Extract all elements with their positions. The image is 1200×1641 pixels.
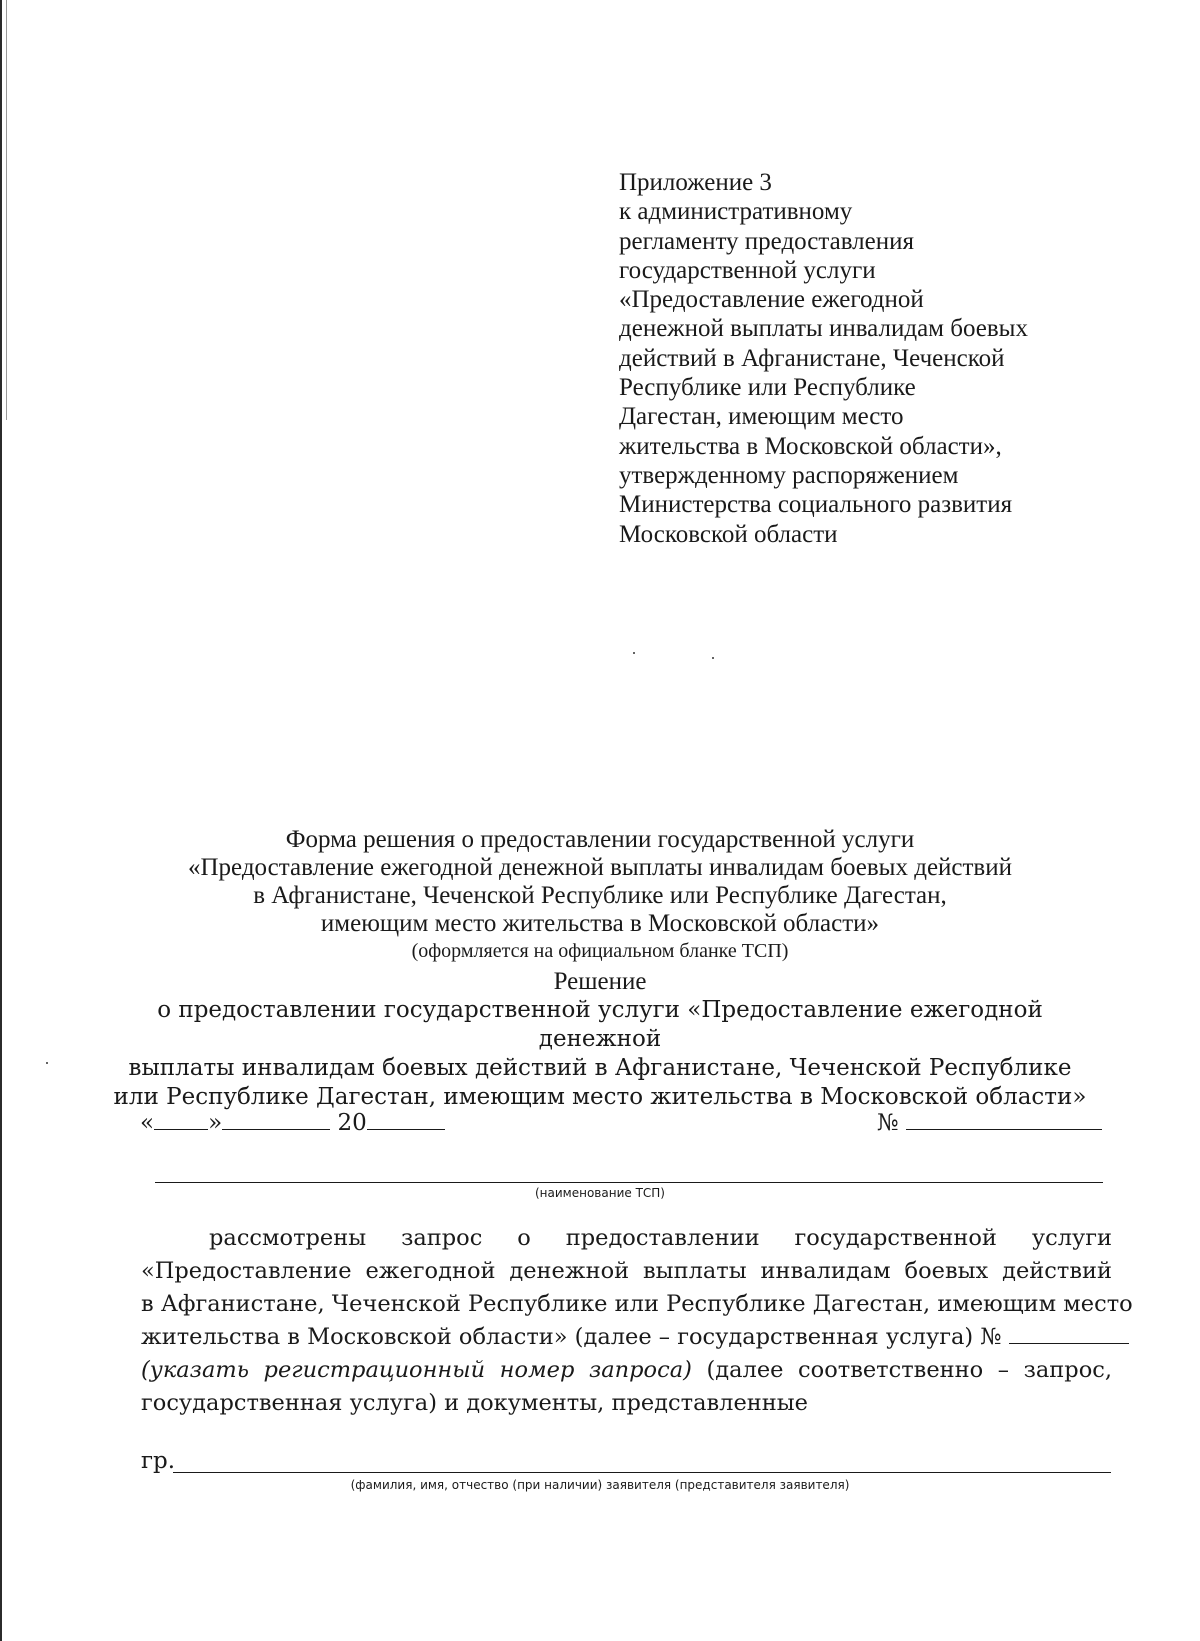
- appendix-line: утвержденному распоряжением: [619, 461, 959, 489]
- appendix-line: Республике или Республике: [619, 374, 916, 402]
- scan-edge-faint: [6, 0, 7, 420]
- appendix-line: «Предоставление ежегодной: [619, 286, 924, 314]
- appendix-line: Московской области: [619, 520, 838, 548]
- appendix-line: жительства в Московской области»,: [619, 432, 1002, 460]
- decision-line: о предоставлении государственной услуги «Предоставление ежегодной денежной: [157, 997, 1043, 1052]
- day-blank[interactable]: [154, 1107, 208, 1130]
- date-field[interactable]: [140, 1107, 445, 1136]
- month-blank[interactable]: [222, 1107, 330, 1130]
- applicant-name-line[interactable]: [173, 1472, 1111, 1473]
- appendix-line: государственной услуги: [619, 256, 876, 284]
- applicant-row: [141, 1448, 1111, 1478]
- decision-line: или Республике Дагестан, имеющим место жительства в Московской области»: [113, 1084, 1087, 1110]
- appendix-line: Дагестан, имеющим место: [619, 403, 904, 431]
- appendix-line: к административному: [619, 198, 853, 226]
- body-line: «Предоставление ежегодной денежной выплаты инвалидам боевых действий: [141, 1258, 1112, 1284]
- decision-line: выплаты инвалидам боевых действий в Афганистане, Чеченской Республике: [128, 1055, 1072, 1081]
- open-quote: «: [140, 1110, 155, 1136]
- tsp-name-line[interactable]: [155, 1182, 1103, 1183]
- scan-edge: [0, 0, 2, 1641]
- tsp-caption: (наименование ТСП): [535, 1186, 665, 1200]
- body-line: рассмотрены запрос о предоставлении государственной услуги: [209, 1225, 1113, 1251]
- appendix-note: [619, 168, 1089, 549]
- body-line: государственная услуга) и документы, представленные: [141, 1390, 808, 1416]
- form-title-line: имеющим место жительства в Московской области»: [320, 910, 880, 937]
- form-title-line: Форма решения о предоставлении государственной услуги: [285, 826, 915, 853]
- applicant-prefix: гр.: [141, 1448, 176, 1474]
- applicant-caption: (фамилия, имя, отчество (при наличии) заявителя (представителя заявителя): [350, 1478, 850, 1492]
- appendix-line: регламенту предоставления: [619, 227, 915, 255]
- number-sign: №: [876, 1110, 899, 1136]
- appendix-line: Министерства социального развития: [619, 491, 1013, 519]
- decision-header: [100, 967, 1100, 1112]
- form-title-line: «Предоставление ежегодной денежной выплаты инвалидам боевых действий: [188, 854, 1012, 881]
- form-title: [100, 826, 1100, 964]
- hint-text: (указать регистрационный номер запроса): [141, 1357, 692, 1383]
- appendix-line: действий в Афганистане, Чеченской: [619, 344, 1005, 372]
- close-quote: »: [208, 1110, 223, 1136]
- scan-speck: [633, 652, 635, 654]
- decision-heading: Решение: [553, 968, 647, 995]
- body-line: в Афганистане, Чеченской Республике или Республике Дагестан, имеющим место: [141, 1291, 1133, 1317]
- body-paragraph: [141, 1222, 1133, 1420]
- scan-speck: [46, 1062, 48, 1064]
- form-title-line: в Афганистане, Чеченской Республике или Республике Дагестан,: [253, 882, 947, 909]
- appendix-line: Приложение 3: [619, 169, 772, 196]
- body-line: жительства в Московской области» (далее – государственная услуга) №: [141, 1321, 1112, 1354]
- number-blank[interactable]: [906, 1107, 1102, 1130]
- body-line: (указать регистрационный номер запроса) (далее соответственно – запрос,: [141, 1357, 1113, 1383]
- form-title-note: (оформляется на официальном бланке ТСП): [411, 940, 789, 962]
- appendix-line: денежной выплаты инвалидам боевых: [619, 315, 1028, 343]
- number-field[interactable]: [877, 1107, 1102, 1136]
- scan-speck: [712, 657, 714, 659]
- request-number-blank[interactable]: [1009, 1323, 1129, 1344]
- year-prefix: 20: [337, 1110, 367, 1136]
- year-blank[interactable]: [367, 1107, 445, 1130]
- date-number-row: [140, 1107, 1102, 1141]
